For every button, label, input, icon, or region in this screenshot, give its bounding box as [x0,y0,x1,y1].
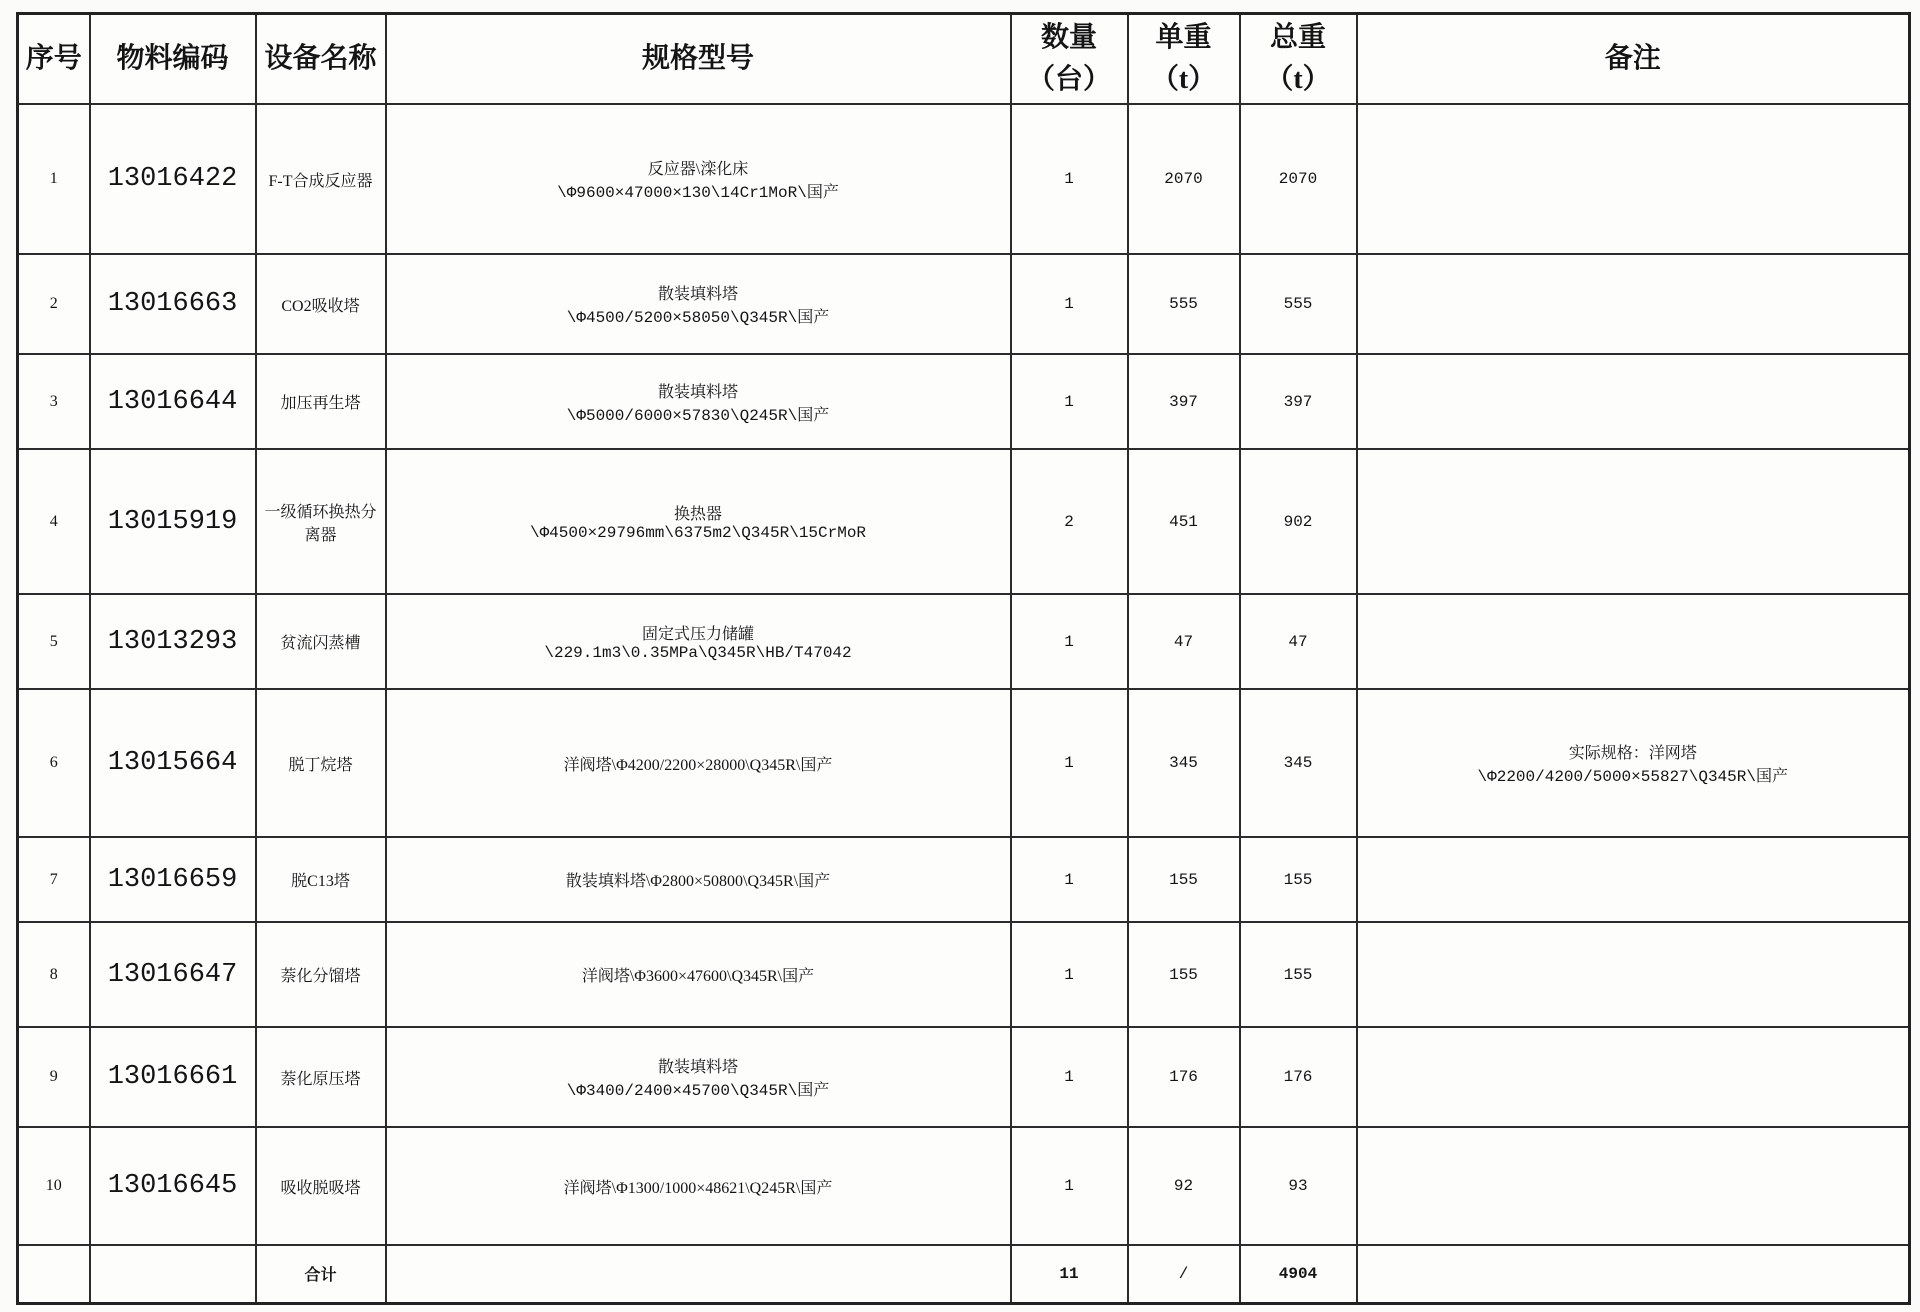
header-unit-weight-line2: （t） [1150,64,1217,95]
row-spec [386,689,1011,837]
table-row [18,104,1910,254]
spec-line2: \Φ9600×47000×130\14Cr1MoR\国产 [557,184,839,202]
spec-line2: \229.1m3\0.35MPa\Q345R\HB/T47042 [544,644,852,662]
row-material-code: 13013293 [90,594,256,689]
row-material-code: 13015664 [90,689,256,837]
row-equipment-name: 一级循环换热分离器 [256,449,386,594]
total-row [18,1245,1910,1303]
total-total-weight: 4904 [1240,1245,1357,1303]
table-row [18,1027,1910,1127]
row-remark [1357,354,1910,449]
total-spec-cell [386,1245,1011,1303]
row-unit-weight: 555 [1128,254,1240,354]
row-no: 1 [18,104,90,254]
row-spec [386,104,1011,254]
row-remark [1357,1027,1910,1127]
header-total-weight-line1: 总重 [1269,22,1326,53]
spec-line2: \Φ3400/2400×45700\Q345R\国产 [566,1082,830,1100]
row-no: 7 [18,837,90,922]
row-equipment-name: 加压再生塔 [256,354,386,449]
row-spec [386,1027,1011,1127]
row-no: 5 [18,594,90,689]
row-no: 8 [18,922,90,1027]
spec-line1: 散装填料塔\Φ2800×50800\Q345R\国产 [565,873,831,890]
row-no: 4 [18,449,90,594]
spec-line1: 固定式压力储罐 [641,626,754,643]
row-qty: 1 [1011,1027,1128,1127]
total-unit-weight: / [1128,1245,1240,1303]
row-material-code: 13016422 [90,104,256,254]
row-equipment-name: 脱丁烷塔 [256,689,386,837]
table-row [18,449,1910,594]
spec-line1: 洋阀塔\Φ4200/2200×28000\Q345R\国产 [563,756,833,774]
equipment-table [16,12,1911,1305]
row-no: 6 [18,689,90,837]
table-row [18,689,1910,837]
row-spec [386,594,1011,689]
table-row [18,922,1910,1027]
spec-line1: 散装填料塔 [657,286,738,303]
row-qty: 1 [1011,922,1128,1027]
row-unit-weight: 451 [1128,449,1240,594]
row-material-code: 13016659 [90,837,256,922]
row-remark [1357,594,1910,689]
row-total-weight: 345 [1240,689,1357,837]
spec-line2: \Φ4500/5200×58050\Q345R\国产 [566,309,830,327]
row-material-code: 13016663 [90,254,256,354]
row-unit-weight: 345 [1128,689,1240,837]
row-material-code: 13016661 [90,1027,256,1127]
row-unit-weight: 47 [1128,594,1240,689]
total-qty: 11 [1011,1245,1128,1303]
row-spec [386,922,1011,1027]
spec-line2: \Φ4500×29796mm\6375m2\Q345R\15CrMoR [529,524,867,542]
row-total-weight: 176 [1240,1027,1357,1127]
row-qty: 1 [1011,254,1128,354]
row-total-weight: 47 [1240,594,1357,689]
row-qty: 1 [1011,104,1128,254]
table-row [18,254,1910,354]
row-remark [1357,1127,1910,1245]
row-spec [386,1127,1011,1245]
header-qty [1011,14,1128,105]
row-remark [1357,449,1910,594]
row-equipment-name: 脱C13塔 [256,837,386,922]
row-equipment-name: 吸收脱吸塔 [256,1127,386,1245]
row-material-code: 13016644 [90,354,256,449]
row-remark [1357,104,1910,254]
header-row [18,14,1910,105]
header-code: 物料编码 [90,14,256,105]
header-spec: 规格型号 [386,14,1011,105]
total-no-cell [18,1245,90,1303]
row-unit-weight: 155 [1128,922,1240,1027]
row-unit-weight: 2070 [1128,104,1240,254]
row-qty: 1 [1011,354,1128,449]
table-row [18,354,1910,449]
header-total-weight-line2: （t） [1265,64,1331,95]
row-total-weight: 2070 [1240,104,1357,254]
row-no: 10 [18,1127,90,1245]
row-total-weight: 93 [1240,1127,1357,1245]
row-qty: 1 [1011,837,1128,922]
spec-line1: 洋阀塔\Φ3600×47600\Q345R\国产 [581,968,815,985]
row-remark [1357,837,1910,922]
header-unit-weight-line1: 单重 [1155,22,1212,53]
row-equipment-name: 萘化原压塔 [256,1027,386,1127]
row-total-weight: 555 [1240,254,1357,354]
spec-line1: 洋阀塔\Φ1300/1000×48621\Q245R\国产 [563,1179,833,1197]
header-unit-weight [1128,14,1240,105]
row-equipment-name: 贫流闪蒸槽 [256,594,386,689]
header-name: 设备名称 [256,14,386,105]
row-equipment-name: 萘化分馏塔 [256,922,386,1027]
row-unit-weight: 92 [1128,1127,1240,1245]
total-remark-cell [1357,1245,1910,1303]
row-spec [386,837,1011,922]
row-remark [1357,689,1910,837]
row-qty: 1 [1011,689,1128,837]
row-qty: 1 [1011,1127,1128,1245]
row-total-weight: 397 [1240,354,1357,449]
row-spec [386,254,1011,354]
row-spec [386,449,1011,594]
total-code-cell [90,1245,256,1303]
spec-line1: 散装填料塔 [657,1059,738,1076]
row-unit-weight: 176 [1128,1027,1240,1127]
row-qty: 2 [1011,449,1128,594]
row-unit-weight: 397 [1128,354,1240,449]
remark-line2: \Φ2200/4200/5000×55827\Q345R\国产 [1477,768,1788,786]
row-total-weight: 155 [1240,837,1357,922]
spec-line1: 散装填料塔 [657,383,738,401]
row-equipment-name: F-T合成反应器 [256,104,386,254]
spec-line1: 反应器\滦化床 [647,161,749,178]
row-remark [1357,254,1910,354]
header-total-weight [1240,14,1357,105]
row-no: 3 [18,354,90,449]
row-no: 9 [18,1027,90,1127]
row-unit-weight: 155 [1128,837,1240,922]
remark-line1: 实际规格：洋网塔 [1568,745,1697,762]
header-qty-line1: 数量 [1040,22,1097,53]
row-material-code: 13015919 [90,449,256,594]
header-no: 序号 [18,14,90,105]
header-remark: 备注 [1357,14,1910,105]
row-material-code: 13016645 [90,1127,256,1245]
spec-line2: \Φ5000/6000×57830\Q245R\国产 [566,406,830,425]
total-label: 合计 [256,1245,386,1303]
row-spec [386,354,1011,449]
row-material-code: 13016647 [90,922,256,1027]
row-qty: 1 [1011,594,1128,689]
table-row [18,1127,1910,1245]
row-total-weight: 902 [1240,449,1357,594]
spec-line1: 换热器 [673,506,722,523]
row-total-weight: 155 [1240,922,1357,1027]
header-qty-line2: （台） [1026,64,1111,95]
row-equipment-name: CO2吸收塔 [256,254,386,354]
table-row [18,594,1910,689]
table-row [18,837,1910,922]
row-no: 2 [18,254,90,354]
row-remark [1357,922,1910,1027]
